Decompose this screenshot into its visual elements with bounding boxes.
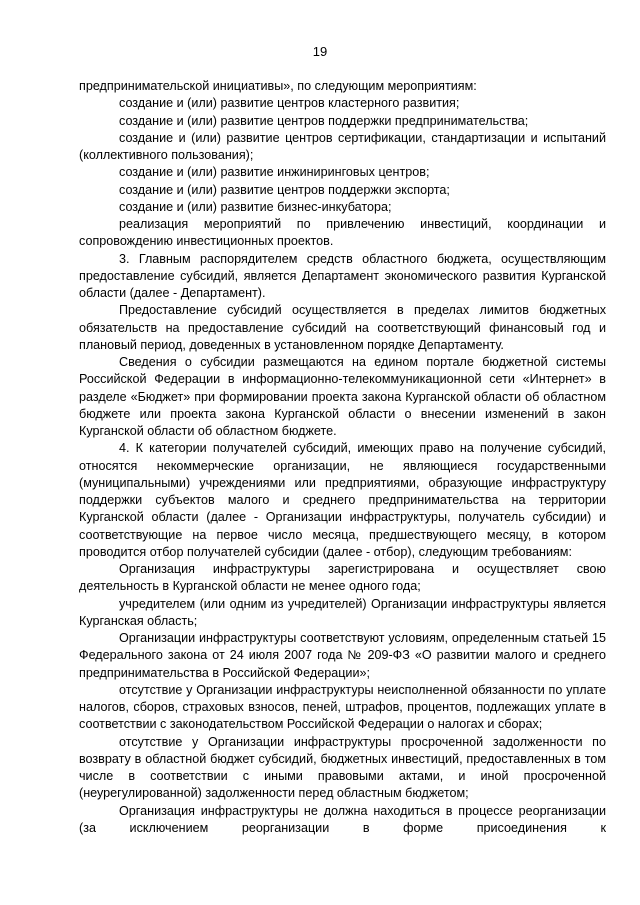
paragraph: 4. К категории получателей субсидий, имеющих право на получение субсидий, относятся некоммерческие организации, не являющиеся государственными (муниципальными) учреждениями или предприятиями, образующие инфраструктуру поддержки субъектов малого и среднего предпринимательства на территории Курганской области (далее - Организации инфраструктуры, получатель субсидии) и соответствующие на первое число месяца, предшествующего месяцу, в котором проводится отбор получателей субсидии (далее - отбор), следующим требованиям: xyxy=(79,441,606,559)
paragraph: Организации инфраструктуры соответствуют условиям, определенным статьей 15 Федерального закона от 24 июля 2007 года № 209-ФЗ «О развитии малого и среднего предпринимательства в Российской Федерации»; xyxy=(79,631,606,680)
paragraph: Организация инфраструктуры не должна находиться в процессе реорганизации (за исключением реорганизации в форме присоединения к xyxy=(79,803,606,835)
paragraph: создание и (или) развитие центров кластерного развития; xyxy=(119,96,460,111)
page-number: 19 xyxy=(312,44,328,59)
paragraph: 3. Главным распорядителем средств областного бюджета, осуществляющим предоставление субсидий, является Департамент экономического развития Курганской области (далее - Департамент). xyxy=(79,251,606,300)
paragraph: отсутствие у Организации инфраструктуры просроченной задолженности по возврату в областной бюджет субсидий, бюджетных инвестиций, предоставленных в том числе в соответствии с иными правовыми актами, и иной просроченной (неурегулированной) задолженности перед областным бюджетом; xyxy=(79,734,606,801)
paragraph: создание и (или) развитие бизнес-инкубатора; xyxy=(119,199,392,214)
paragraph: создание и (или) развитие центров сертификации, стандартизации и испытаний (коллективного пользования); xyxy=(79,130,606,162)
paragraph: создание и (или) развитие центров поддержки экспорта; xyxy=(119,182,450,197)
paragraph: Предоставление субсидий осуществляется в пределах лимитов бюджетных обязательств на предоставление субсидий на соответствующий финансовый год и плановый период, доведенных в установленном порядке Департаменту. xyxy=(79,303,606,352)
paragraph: создание и (или) развитие центров поддержки предпринимательства; xyxy=(119,113,529,128)
paragraph: предпринимательской инициативы», по следующим мероприятиям: xyxy=(79,79,477,93)
paragraph: учредителем (или одним из учредителей) Организации инфраструктуры является Курганская область; xyxy=(79,596,606,628)
paragraph: Сведения о субсидии размещаются на едином портале бюджетной системы Российской Федерации в информационно-телекоммуникационной сети «Интернет» в разделе «Бюджет» при формировании проекта закона Курганской области об областном бюджете или проекта закона Курганской области о внесении изменений в закон Курганской области об областном бюджете. xyxy=(79,355,606,438)
paragraph: отсутствие у Организации инфраструктуры неисполненной обязанности по уплате налогов, сборов, страховых взносов, пеней, штрафов, процентов, подлежащих уплате в соответствии с законодательством Российской Федерации о налогах и сборах; xyxy=(79,682,606,732)
document-body xyxy=(79,78,606,837)
paragraph: Организация инфраструктуры зарегистрирована и осуществляет свою деятельность в Курганской области не менее одного года; xyxy=(79,562,606,594)
paragraph: реализация мероприятий по привлечению инвестиций, координации и сопровождению инвестиционных проектов. xyxy=(79,217,606,249)
paragraph: создание и (или) развитие инжиниринговых центров; xyxy=(119,165,430,180)
